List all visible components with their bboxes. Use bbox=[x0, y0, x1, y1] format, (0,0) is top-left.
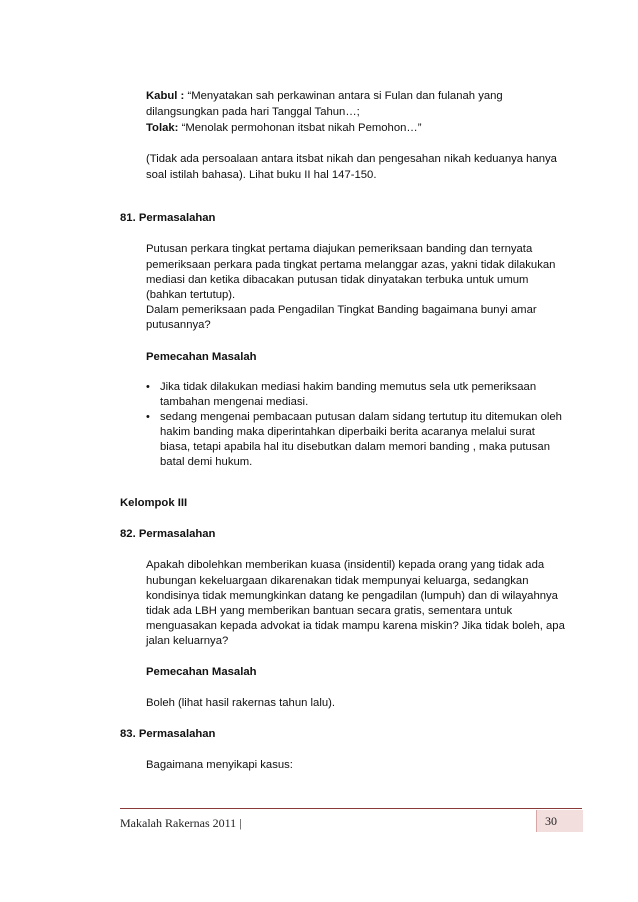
kabul-line-1 bbox=[146, 89, 576, 105]
s82-p1-line-3: tidak ada LBH yang memberikan bantuan secara gratis, sementara untuk bbox=[146, 605, 513, 617]
tolak-line bbox=[146, 121, 576, 137]
s81-bullet-2-line-1: hakim banding maka diperintahkan diperbaiki berita acaranya melalui surat bbox=[160, 426, 535, 438]
kabul-line-2: dilangsungkan pada hari Tanggal Tahun…; bbox=[146, 106, 360, 118]
kabul-label: Kabul : bbox=[146, 90, 185, 102]
s81-heading: 81. Permasalahan bbox=[120, 212, 216, 224]
note-line-1: (Tidak ada persoalaan antara itsbat nikah dan pengesahan nikah keduanya hanya bbox=[146, 153, 557, 165]
tolak-text: “Menolak permohonan itsbat nikah Pemohon…” bbox=[181, 122, 422, 134]
s82-p1-line-0: Apakah dibolehkan memberikan kuasa (insidentil) kepada orang yang tidak ada bbox=[146, 559, 545, 571]
s83-text: Bagaimana menyikapi kasus: bbox=[146, 759, 293, 771]
s82-p1-line-2: kondisinya tidak memungkinkan datang ke pengadilan (lumpuh) dan di wilayahnya bbox=[146, 590, 558, 602]
s82-heading: 82. Permasalahan bbox=[120, 528, 216, 540]
s81-p2-line-1: putusannya? bbox=[146, 319, 211, 331]
s81-bullet-1-line-0: Jika tidak dilakukan mediasi hakim banding memutus sela utk pemeriksaan bbox=[160, 381, 537, 393]
s81-bullet-2-line-2: biasa, tetapi apabila hal itu disebutkan dalam memori banding , maka putusan bbox=[160, 441, 550, 453]
tolak-label: Tolak: bbox=[146, 122, 179, 134]
s81-p1-line-0: Putusan perkara tingkat pertama diajukan pemeriksaan banding dan ternyata bbox=[146, 243, 533, 255]
footer-divider bbox=[120, 808, 582, 809]
s83-heading: 83. Permasalahan bbox=[120, 728, 216, 740]
s81-bullet-2-line-0: sedang mengenai pembacaan putusan dalam sidang tertutup itu ditemukan oleh bbox=[160, 411, 562, 423]
s81-p1-line-2: mediasi dan ketika dibacakan putusan tidak dinyatakan terbuka untuk umum bbox=[146, 274, 529, 286]
page-number-box bbox=[536, 810, 583, 832]
footer-title: Makalah Rakernas 2011 | bbox=[120, 816, 242, 830]
s81-bullet-2-line-3: batal demi hukum. bbox=[160, 456, 253, 468]
s81-solution-heading: Pemecahan Masalah bbox=[146, 351, 257, 363]
s81-bullet-1-line-1: tambahan mengenai mediasi. bbox=[160, 396, 309, 408]
note-line-2: soal istilah bahasa). Lihat buku II hal 147-150. bbox=[146, 169, 377, 181]
s81-p1-line-1: pemeriksaan perkara pada tingkat pertama melanggar azas, yakni tidak dilakukan bbox=[146, 259, 556, 271]
s82-p1-line-1: hubungan kekeluargaan dikarenakan tidak mempunyai keluarga, sedangkan bbox=[146, 575, 529, 587]
bullet-icon: • bbox=[146, 381, 150, 393]
bullet-icon: • bbox=[146, 411, 150, 423]
s81-p1-line-3: (bahkan tertutup). bbox=[146, 289, 236, 301]
s82-solution-heading: Pemecahan Masalah bbox=[146, 666, 257, 678]
s82-p1-line-4: menguasakan kepada advokat ia tidak mampu karena miskin? Jika tidak boleh, apa bbox=[146, 620, 565, 632]
s81-p2-line-0: Dalam pemeriksaan pada Pengadilan Tingkat Banding bagaimana bunyi amar bbox=[146, 304, 537, 316]
s82-p1-line-5: jalan keluarnya? bbox=[146, 635, 229, 647]
s82-answer: Boleh (lihat hasil rakernas tahun lalu). bbox=[146, 697, 336, 709]
page-number: 30 bbox=[545, 814, 557, 828]
group-heading: Kelompok III bbox=[120, 497, 188, 509]
kabul-text: “Menyatakan sah perkawinan antara si Fulan dan fulanah yang bbox=[187, 90, 503, 102]
